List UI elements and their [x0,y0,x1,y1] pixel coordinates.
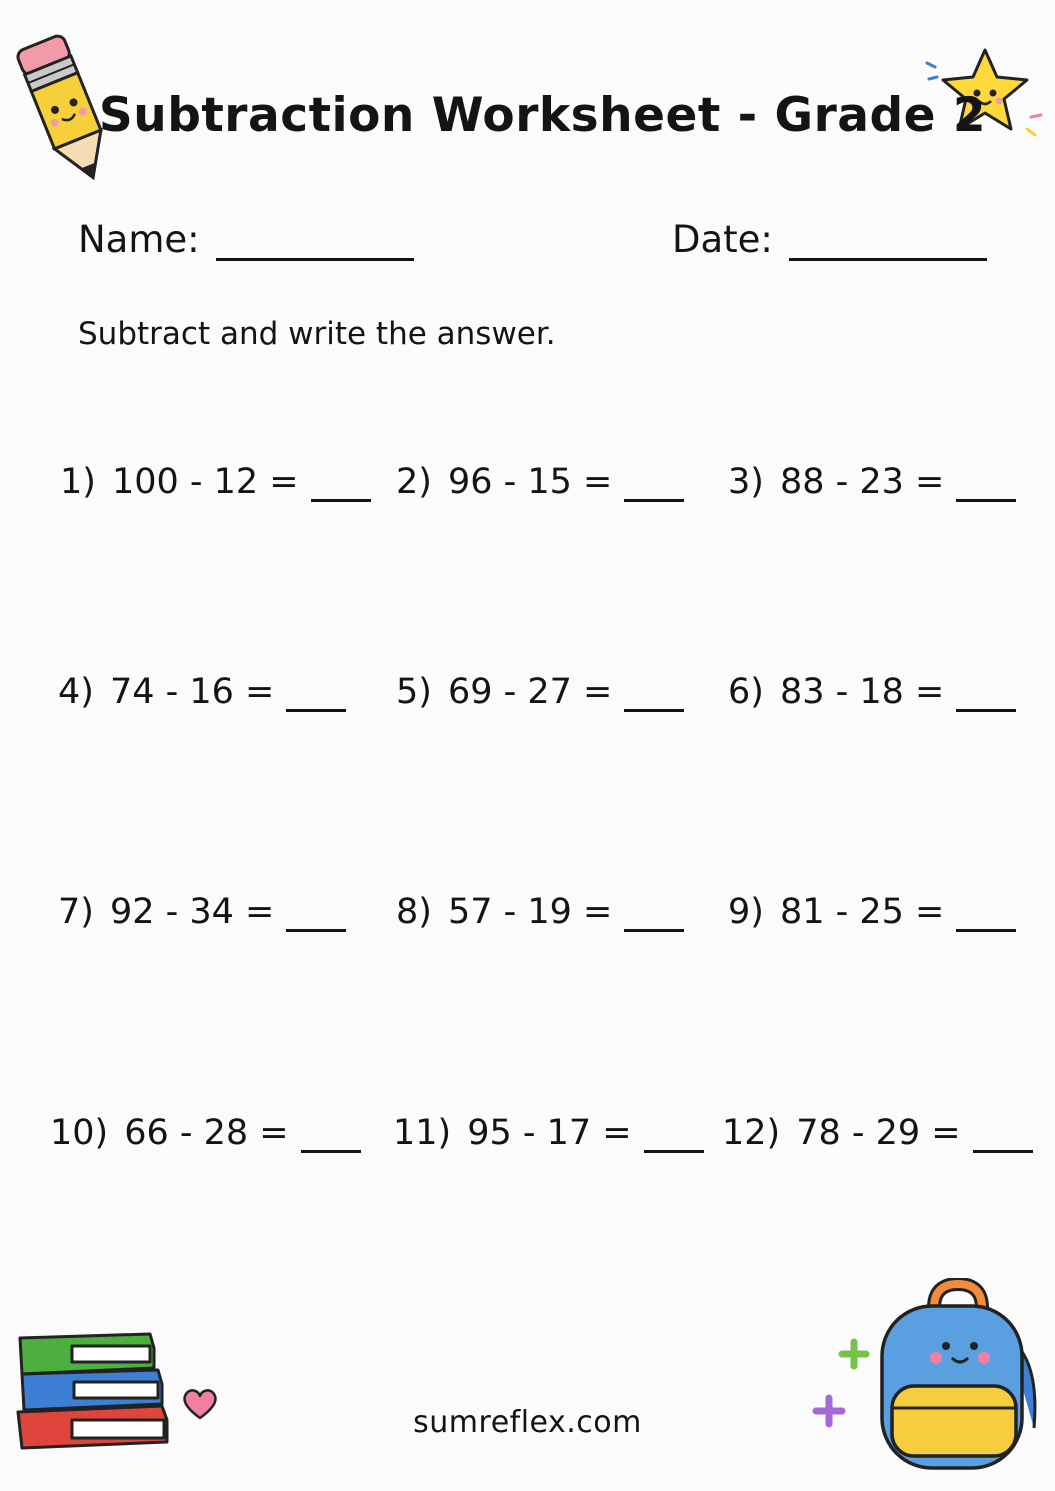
problem-4 [58,672,346,712]
problem-2 [396,462,684,502]
footer-website: sumreflex.com [413,1405,642,1440]
problem-6 [728,672,1016,712]
answer-blank[interactable] [956,899,1016,932]
date-label: Date: [672,218,773,261]
answer-blank[interactable] [301,1120,361,1153]
date-field [672,218,987,261]
problem-number: 12) [722,1113,781,1153]
problem-expression: 95 - 17 = [467,1113,632,1153]
problem-expression: 81 - 25 = [779,892,945,932]
problem-expression: 74 - 16 = [109,672,275,712]
problem-5 [396,672,684,712]
answer-blank[interactable] [624,899,684,932]
answer-blank[interactable] [644,1120,704,1153]
problem-number: 5) [396,672,432,712]
problem-expression: 92 - 34 = [109,892,275,932]
problem-expression: 96 - 15 = [447,462,613,502]
name-label: Name: [78,218,200,261]
backpack-icon [862,1278,1042,1478]
problem-expression: 100 - 12 = [111,462,299,502]
problem-number: 8) [396,892,432,932]
problem-number: 4) [58,672,94,712]
problem-number: 3) [728,462,764,502]
instructions: Subtract and write the answer. [78,316,556,352]
answer-blank[interactable] [286,899,346,932]
problem-number: 9) [728,892,764,932]
problem-7 [58,892,346,932]
answer-blank[interactable] [624,679,684,712]
date-blank[interactable] [789,224,987,261]
problem-1 [60,462,371,502]
problem-expression: 69 - 27 = [447,672,613,712]
plus-icon [812,1394,846,1428]
problem-number: 11) [393,1113,452,1153]
books-icon [12,1330,177,1465]
page-title: Subtraction Worksheet - Grade 2 [98,88,987,143]
name-blank[interactable] [216,224,414,261]
answer-blank[interactable] [286,679,346,712]
name-field [78,218,414,261]
answer-blank[interactable] [956,469,1016,502]
problem-number: 7) [58,892,94,932]
problem-expression: 88 - 23 = [779,462,945,502]
answer-blank[interactable] [624,469,684,502]
problem-expression: 66 - 28 = [124,1113,289,1153]
problem-number: 1) [60,462,96,502]
problem-11 [393,1113,704,1153]
problem-3 [728,462,1016,502]
problem-number: 10) [50,1113,109,1153]
problem-number: 6) [728,672,764,712]
problem-expression: 83 - 18 = [779,672,945,712]
problem-9 [728,892,1016,932]
problem-expression: 78 - 29 = [796,1113,961,1153]
problem-number: 2) [396,462,432,502]
problem-10 [50,1113,361,1153]
answer-blank[interactable] [311,469,371,502]
problem-expression: 57 - 19 = [447,892,613,932]
problem-8 [396,892,684,932]
answer-blank[interactable] [956,679,1016,712]
problem-12 [722,1113,1033,1153]
answer-blank[interactable] [973,1120,1033,1153]
